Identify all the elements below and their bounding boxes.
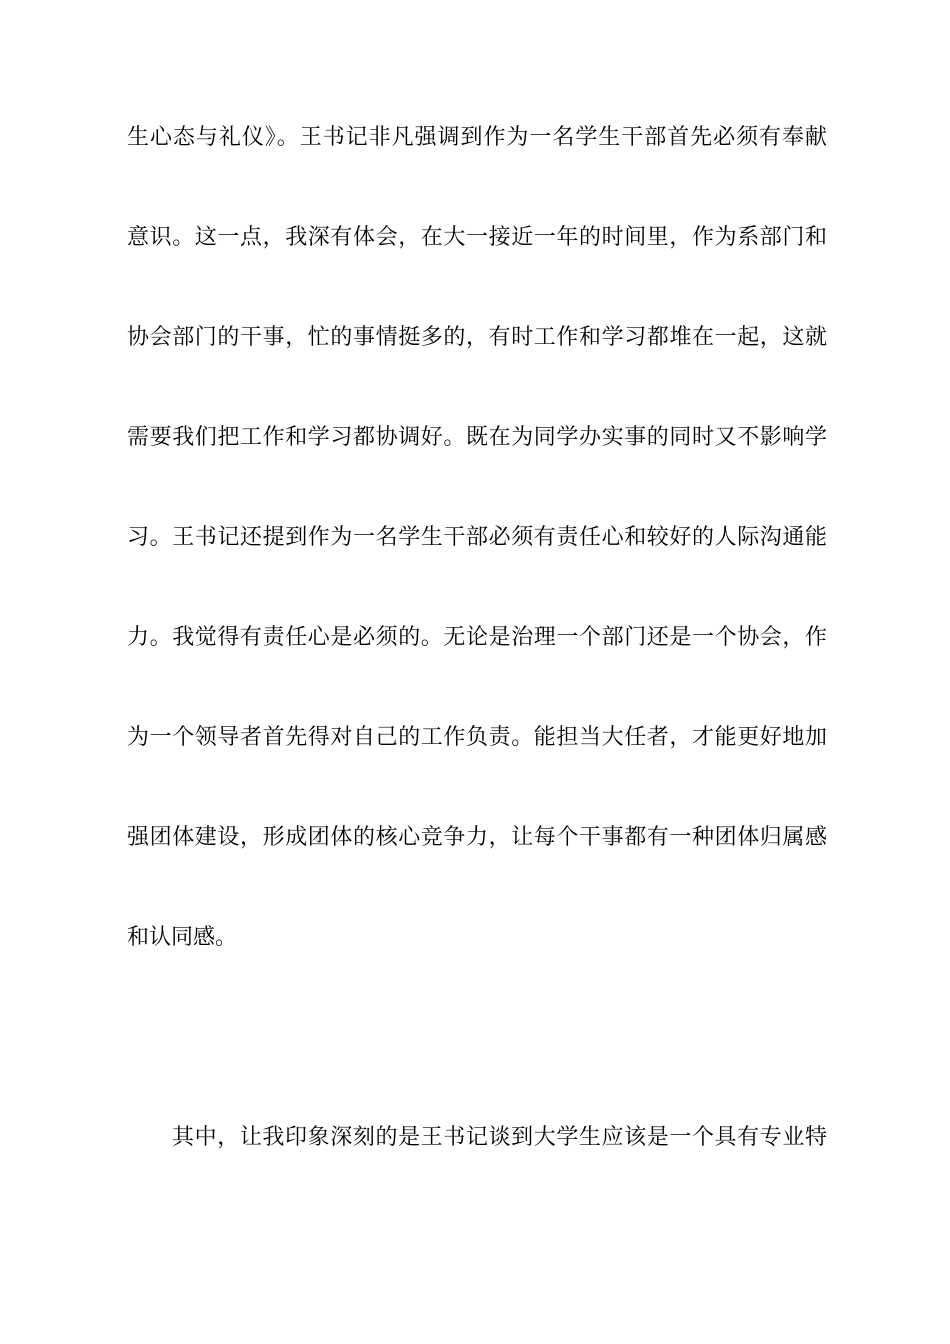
paragraph-2-line-1: 其中，让我印象深刻的是王书记谈到大学生应该是一个具有专业特 (172, 1125, 827, 1150)
paragraph-1-line-4: 需要我们把工作和学习都协调好。既在为同学办实事的同时又不影响学 (127, 425, 827, 450)
paragraph-1-line-3: 协会部门的干事，忙的事情挺多的，有时工作和学习都堆在一起，这就 (127, 325, 827, 350)
paragraph-1-line-2: 意识。这一点，我深有体会，在大一接近一年的时间里，作为系部门和 (127, 225, 827, 250)
paragraph-1-line-7: 为一个领导者首先得对自己的工作负责。能担当大任者，才能更好地加 (127, 725, 827, 750)
paragraph-1-line-9: 和认同感。 (127, 925, 238, 950)
paragraph-1-line-5: 习。王书记还提到作为一名学生干部必须有责任心和较好的人际沟通能 (127, 525, 827, 550)
paragraph-1-line-6: 力。我觉得有责任心是必须的。无论是治理一个部门还是一个协会，作 (127, 625, 827, 650)
paragraph-1-line-1: 生心态与礼仪》。王书记非凡强调到作为一名学生干部首先必须有奉献 (127, 125, 827, 150)
paragraph-1-line-8: 强团体建设，形成团体的核心竞争力，让每个干事都有一种团体归属感 (127, 825, 827, 850)
